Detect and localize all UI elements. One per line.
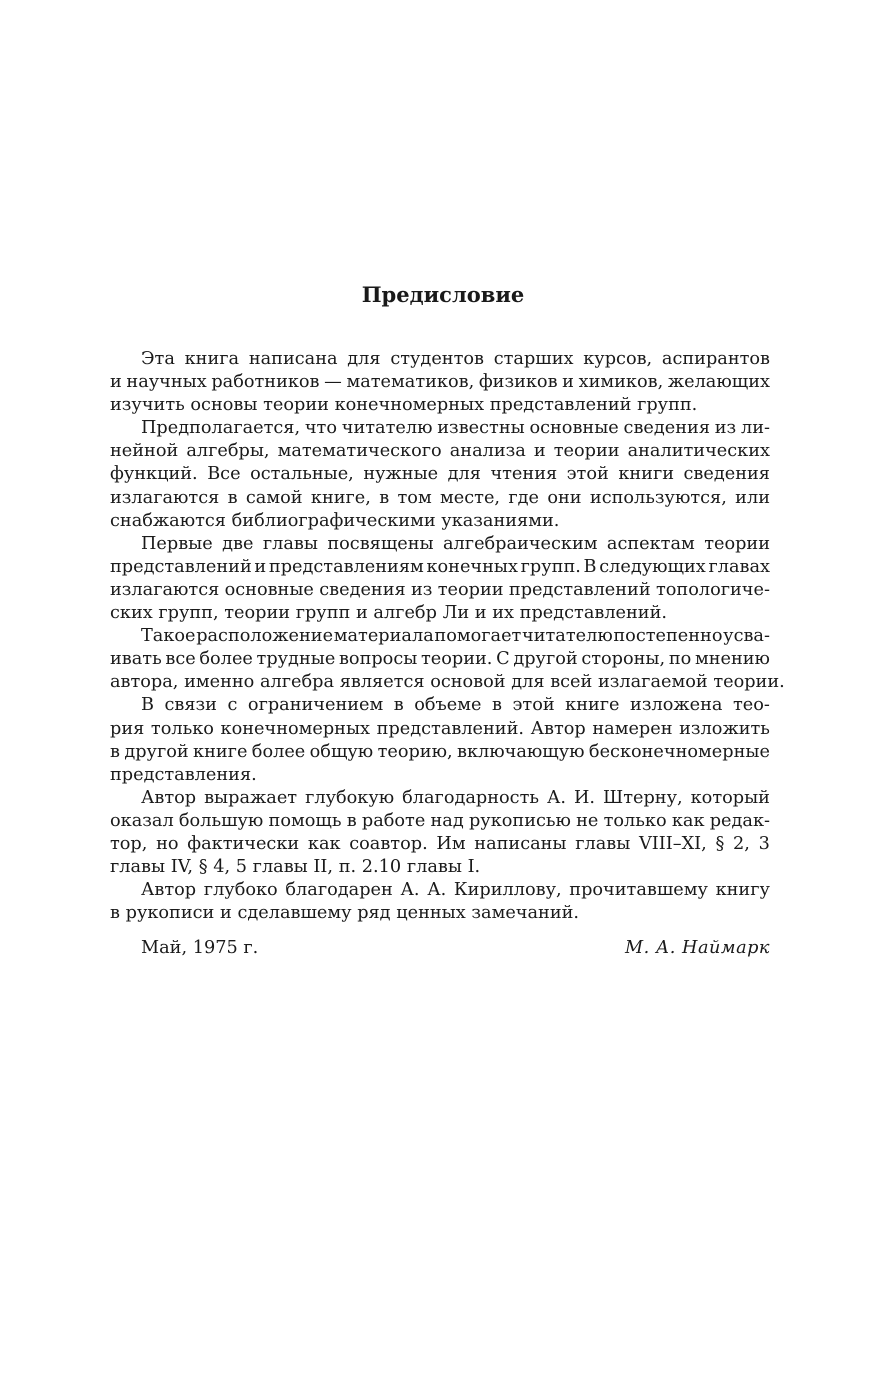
text-line: Предполагается, что читателю известны основные сведения из ли- (141, 418, 770, 439)
preface-footer (110, 935, 770, 961)
preface-author: М. А. Наймарк (625, 938, 770, 958)
paragraph (110, 417, 770, 532)
text-line: автора, именно алгебра является основой для всей излагаемой теории. (110, 672, 785, 693)
text-line: Автор глубоко благодарен А. А. Кириллову, прочитавшему книгу (141, 880, 770, 901)
text-line: изучить основы теории конечномерных представлений групп. (110, 395, 698, 416)
text-line: излагаются в самой книге, в том месте, где они используются, или (110, 487, 770, 508)
text-line: ских групп, теории групп и алгебр Ли и их представлений. (110, 603, 668, 624)
paragraph (110, 694, 770, 786)
paragraph (110, 879, 770, 925)
paragraph (110, 348, 770, 417)
text-line: функций. Все остальные, нужные для чтения этой книги сведения (110, 464, 770, 485)
text-line: Автор выражает глубокую благодарность А. И. Штерну, который (141, 787, 770, 808)
text-line: тор, но фактически как соавтор. Им написаны главы VIII–XI, § 2, 3 (110, 833, 770, 854)
text-line: главы IV, § 4, 5 главы II, п. 2.10 главы I. (110, 857, 481, 878)
text-line: представления. (110, 764, 257, 785)
text-line: в другой книге более общую теорию, включающую бесконечномерные (110, 741, 770, 762)
text-line: Такое расположение материала помогает читателю постепенно усва- (141, 626, 770, 647)
text-line: рия только конечномерных представлений. Автор намерен изложить (110, 718, 770, 739)
text-line: ивать все более трудные вопросы теории. С другой стороны, по мнению (110, 649, 770, 670)
text-line: оказал большую помощь в работе над рукописью не только как редак- (110, 810, 770, 831)
text-line: в рукописи и сделавшему ряд ценных замечаний. (110, 903, 580, 924)
text-line: представлений и представлениям конечных групп. В следующих главах (110, 556, 770, 577)
paragraph (110, 787, 770, 879)
text-line: излагаются основные сведения из теории представлений топологиче- (110, 579, 770, 600)
paragraph (110, 625, 785, 694)
text-line: и научных работников — математиков, физиков и химиков, желающих (110, 372, 770, 393)
page-title: Предисловие (361, 282, 525, 307)
text-line: Первые две главы посвящены алгебраическим аспектам теории (141, 533, 770, 554)
text-line: В связи с ограничением в объеме в этой книге изложена тео- (141, 695, 770, 716)
preface-body (110, 348, 785, 925)
text-line: Эта книга написана для студентов старших курсов, аспирантов (141, 349, 770, 369)
paragraph (110, 533, 770, 625)
text-line: снабжаются библиографическими указаниями. (110, 510, 560, 531)
text-line: нейной алгебры, математического анализа и теории аналитических (110, 441, 770, 462)
preface-date: Май, 1975 г. (141, 938, 259, 958)
